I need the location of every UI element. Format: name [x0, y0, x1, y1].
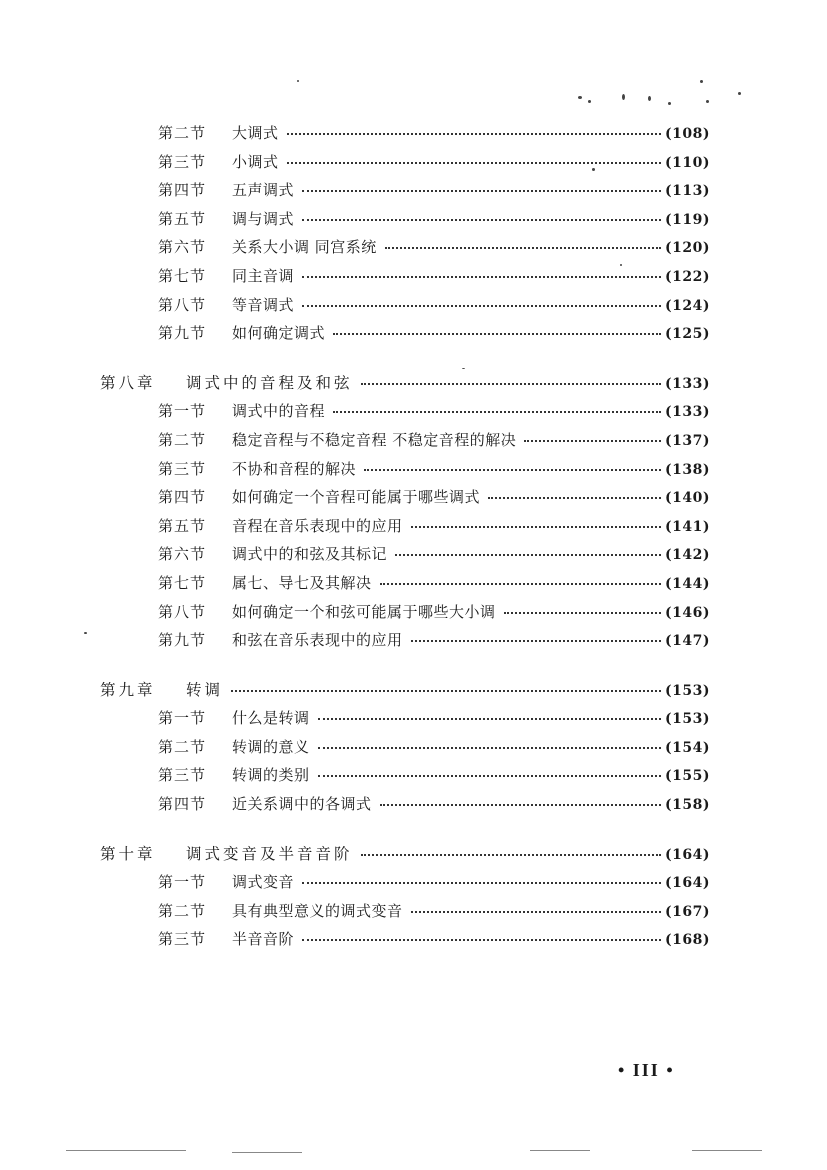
section-label: 第三节	[158, 459, 207, 478]
toc-entry[interactable]	[100, 179, 710, 208]
section-title: 调式中的和弦及其标记	[232, 545, 388, 564]
dot-leader	[302, 217, 661, 221]
dot-leader	[380, 802, 662, 806]
page-ref: (113)	[665, 183, 710, 200]
toc-entry[interactable]	[100, 429, 710, 458]
toc-chapter-heading[interactable]	[100, 371, 710, 400]
toc-entry[interactable]	[100, 122, 710, 151]
chapter-title: 转调	[186, 680, 224, 699]
section-label: 第三节	[158, 930, 207, 949]
section-label: 第三节	[158, 152, 207, 171]
dot-leader	[302, 880, 661, 884]
dot-leader	[318, 716, 662, 720]
section-label: 第五节	[158, 516, 207, 535]
page-ref: (154)	[665, 739, 710, 756]
page-ref: (153)	[665, 711, 710, 728]
section-title: 等音调式	[232, 295, 295, 314]
toc-entry[interactable]	[100, 543, 710, 572]
toc-chapter-heading[interactable]	[100, 678, 710, 707]
page-number: • III •	[618, 1060, 675, 1080]
section-label: 第八节	[158, 295, 207, 314]
section-label: 第二节	[158, 430, 207, 449]
page-ref: (122)	[665, 268, 710, 285]
chapter-label: 第十章	[100, 844, 156, 863]
chapter-label: 第九章	[100, 680, 156, 699]
page-ref: (164)	[665, 846, 710, 863]
page-ref: (133)	[665, 375, 710, 392]
dot-leader	[385, 245, 661, 249]
page-ref: (153)	[665, 682, 710, 699]
page-ref: (133)	[665, 404, 710, 421]
page-ref: (147)	[665, 633, 710, 650]
section-title: 稳定音程与不稳定音程 不稳定音程的解决	[232, 430, 517, 449]
section-title: 具有典型意义的调式变音	[232, 901, 403, 920]
dot-leader	[411, 524, 662, 528]
page-ref: (155)	[665, 768, 710, 785]
toc-entry[interactable]	[100, 515, 710, 544]
toc-entry[interactable]	[100, 736, 710, 765]
section-title: 什么是转调	[232, 709, 310, 728]
dot-leader	[364, 467, 661, 471]
toc-chapter-9	[100, 678, 710, 822]
toc-chapter-heading[interactable]	[100, 842, 710, 871]
page-ref: (158)	[665, 797, 710, 814]
table-of-contents	[100, 122, 710, 977]
section-label: 第八节	[158, 602, 207, 621]
dot-leader	[411, 909, 662, 913]
toc-entry[interactable]	[100, 900, 710, 929]
dot-leader	[333, 409, 661, 413]
chapter-title: 调式中的音程及和弦	[186, 373, 353, 392]
section-title: 半音音阶	[232, 930, 295, 949]
dot-leader	[318, 773, 662, 777]
toc-entry[interactable]	[100, 458, 710, 487]
toc-entry[interactable]	[100, 400, 710, 429]
section-title: 五声调式	[232, 181, 295, 200]
dot-leader	[395, 552, 661, 556]
toc-entry[interactable]	[100, 629, 710, 658]
section-title: 调式中的音程	[232, 402, 326, 421]
toc-entry[interactable]	[100, 707, 710, 736]
toc-entry[interactable]	[100, 572, 710, 601]
chapter-label: 第八章	[100, 373, 156, 392]
page-ref: (125)	[665, 326, 710, 343]
section-title: 如何确定一个音程可能属于哪些调式	[232, 488, 481, 507]
page-ref: (141)	[665, 518, 710, 535]
toc-entry[interactable]	[100, 294, 710, 323]
toc-entry[interactable]	[100, 928, 710, 957]
dot-leader	[231, 688, 661, 692]
section-label: 第六节	[158, 238, 207, 257]
section-label: 第六节	[158, 545, 207, 564]
section-title: 和弦在音乐表现中的应用	[232, 631, 403, 650]
section-label: 第四节	[158, 488, 207, 507]
section-label: 第二节	[158, 124, 207, 142]
section-title: 调与调式	[232, 209, 295, 228]
page-ref: (119)	[665, 211, 710, 228]
toc-entry[interactable]	[100, 601, 710, 630]
dot-leader	[302, 188, 661, 192]
section-title: 转调的类别	[232, 766, 310, 785]
dot-leader	[380, 581, 662, 585]
section-label: 第四节	[158, 795, 207, 814]
section-label: 第七节	[158, 266, 207, 285]
dot-leader	[318, 745, 662, 749]
page-ref: (108)	[665, 126, 710, 142]
section-title: 同主音调	[232, 266, 295, 285]
section-title: 小调式	[232, 152, 279, 171]
section-label: 第二节	[158, 901, 207, 920]
toc-entry[interactable]	[100, 236, 710, 265]
section-label: 第一节	[158, 873, 207, 892]
page-ref: (142)	[665, 547, 710, 564]
dot-leader	[302, 303, 661, 307]
page-ref: (140)	[665, 490, 710, 507]
dot-leader	[302, 274, 661, 278]
page-ref: (138)	[665, 461, 710, 478]
page-ref: (120)	[665, 240, 710, 257]
section-label: 第一节	[158, 402, 207, 421]
section-label: 第三节	[158, 766, 207, 785]
toc-chapter-continued	[100, 122, 710, 351]
toc-entry[interactable]	[100, 265, 710, 294]
dot-leader	[361, 381, 662, 385]
page-ref: (168)	[665, 932, 710, 949]
dot-leader	[287, 160, 662, 164]
dot-leader	[504, 610, 662, 614]
section-title: 调式变音	[232, 873, 295, 892]
section-title: 关系大小调 同宫系统	[232, 238, 377, 257]
dot-leader	[488, 495, 661, 499]
dot-leader	[361, 852, 662, 856]
dot-leader	[333, 331, 661, 335]
toc-chapter-8	[100, 371, 710, 658]
section-title: 如何确定一个和弦可能属于哪些大小调	[232, 602, 496, 621]
section-title: 近关系调中的各调式	[232, 795, 372, 814]
section-label: 第七节	[158, 573, 207, 592]
section-label: 第九节	[158, 631, 207, 650]
section-label: 第二节	[158, 737, 207, 756]
dot-leader	[411, 638, 662, 642]
page-ref: (164)	[665, 875, 710, 892]
chapter-title: 调式变音及半音音阶	[186, 844, 353, 863]
toc-entry[interactable]	[100, 322, 710, 351]
section-title: 转调的意义	[232, 737, 310, 756]
toc-chapter-10	[100, 842, 710, 957]
toc-entry[interactable]	[100, 764, 710, 793]
section-title: 不协和音程的解决	[232, 459, 357, 478]
section-title: 属七、导七及其解决	[232, 573, 372, 592]
page-ref: (110)	[665, 154, 710, 171]
section-label: 第四节	[158, 181, 207, 200]
toc-entry[interactable]	[100, 486, 710, 515]
dot-leader	[524, 438, 661, 442]
page-ref: (137)	[665, 432, 710, 449]
toc-entry[interactable]	[100, 871, 710, 900]
page-ref: (124)	[665, 297, 710, 314]
dot-leader	[287, 131, 662, 135]
section-title: 大调式	[232, 124, 279, 142]
toc-entry[interactable]	[100, 208, 710, 237]
section-label: 第五节	[158, 209, 207, 228]
toc-entry[interactable]	[100, 151, 710, 180]
section-title: 如何确定调式	[232, 324, 326, 343]
page-ref: (146)	[665, 604, 710, 621]
section-label: 第九节	[158, 324, 207, 343]
page-ref: (144)	[665, 575, 710, 592]
page-ref: (167)	[665, 903, 710, 920]
dot-leader	[302, 937, 661, 941]
toc-entry[interactable]	[100, 793, 710, 822]
section-title: 音程在音乐表现中的应用	[232, 516, 403, 535]
section-label: 第一节	[158, 709, 207, 728]
